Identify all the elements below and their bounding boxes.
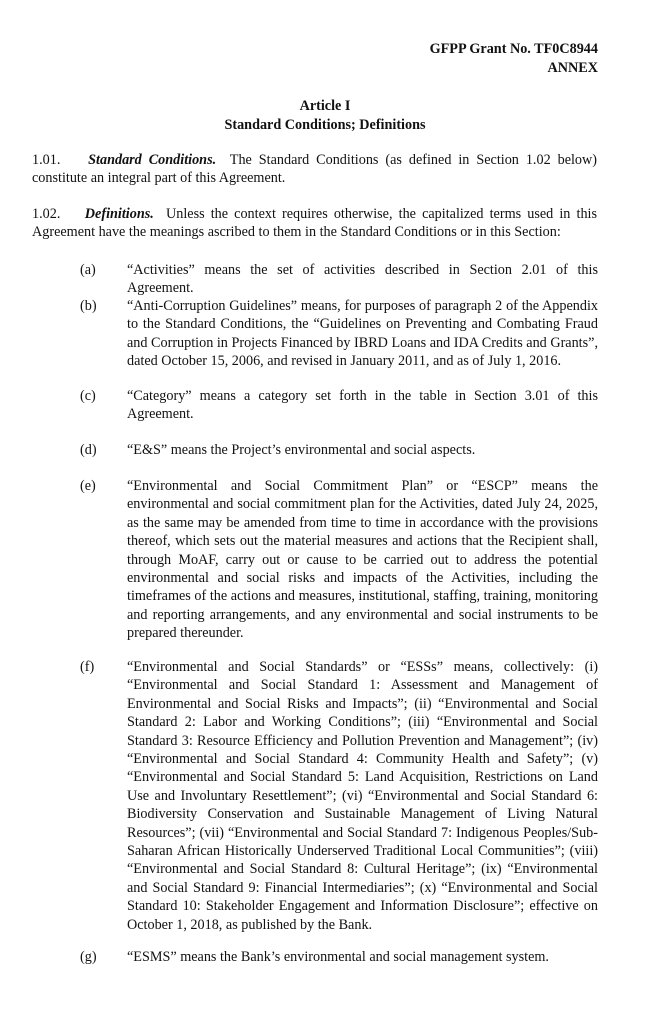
grant-number: GFPP Grant No. TF0C8944 [429, 41, 598, 57]
item-label: (d) [80, 442, 97, 458]
section-text: The Standard Conditions (as defined in Section 1.02 below) constitute an integral part of this Agreement. [32, 152, 597, 187]
section-number: 1.01. [32, 152, 61, 168]
item-text: “ESMS” means the Bank’s environmental and social management system. [127, 949, 549, 965]
item-label: (e) [80, 478, 96, 494]
article-title: Standard Conditions; Definitions [224, 117, 426, 133]
item-label: (b) [80, 298, 97, 314]
item-text: “E&S” means the Project’s environmental and social aspects. [127, 442, 476, 458]
section-text: Unless the context requires otherwise, the capitalized terms used in this Agreement have the meanings ascribed to them in the Standard Conditions or in this Section: [32, 206, 597, 241]
item-label: (c) [80, 388, 96, 404]
item-text: “Category” means a category set forth in the table in Section 3.01 of this Agreement. [127, 388, 598, 423]
item-label: (a) [80, 262, 96, 278]
annex-label: ANNEX [547, 60, 598, 76]
item-text: “Activities” means the set of activities described in Section 2.01 of this Agreement. [127, 262, 598, 297]
item-text: “Environmental and Social Standards” or “ESSs” means, collectively: (i) “Environmental and Social Standard 1: Assessment and Management of Environmental and Social Risks and Impacts”; (ii) “Environmental and Social Standard 2: Labor and Working Conditions”; (iii) “Environmental and Social Standard 3: Resource Efficiency and Pollution Prevention and Management”; (iv) “Environmental and Social Standard 4: Community Health and Safety”; (v) “Environmental and Social Standard 5: Land Acquisition, Restrictions on Land Use and Involuntary Resettlement”; (vi) “Environmental and Social Standard 6: Biodiversity Conservation and Sustainable Management of Living Natural Resources”; (vii) “Environmental and Social Standard 7: Indigenous Peoples/Sub-Saharan African Historically Underserved Traditional Local Communities”; (viii) “Environmental and Social Standard 8: Cultural Heritage”; (ix) “Environmental and Social Standard 9: Financial Intermediaries”; (x) “Environmental and Social Standard 10: Stakeholder Engagement and Information Disclosure”; effective on October 1, 2018, as published by the Bank. [127, 659, 598, 933]
article-heading [0, 97, 650, 135]
section-1-01 [32, 151, 597, 188]
article-number: Article I [299, 98, 351, 114]
document-header [430, 40, 598, 78]
section-heading: Standard Conditions. [88, 152, 217, 168]
item-label: (g) [80, 949, 97, 965]
section-heading: Definitions. [84, 206, 154, 222]
section-1-02 [32, 205, 597, 242]
section-number: 1.02. [32, 206, 61, 222]
item-text: “Environmental and Social Commitment Plan” or “ESCP” means the environmental and social commitment plan for the Activities, dated July 24, 2025, as the same may be amended from time to time in accordance with the provisions thereof, which sets out the material measures and actions that the Recipient shall, through MoAF, carry out or cause to be carried out to address the potential environmental and social risks and impacts of the Activities, including the timeframes of the actions and measures, institutional, staffing, training, monitoring and reporting arrangements, and any environmental and social instruments to be prepared thereunder. [127, 478, 598, 642]
item-label: (f) [80, 659, 95, 675]
item-text: “Anti-Corruption Guidelines” means, for purposes of paragraph 2 of the Appendix to the Standard Conditions, the “Guidelines on Preventing and Combating Fraud and Corruption in Projects Financed by IBRD Loans and IDA Credits and Grants”, dated October 15, 2006, and revised in January 2011, and as of July 1, 2016. [127, 298, 598, 370]
